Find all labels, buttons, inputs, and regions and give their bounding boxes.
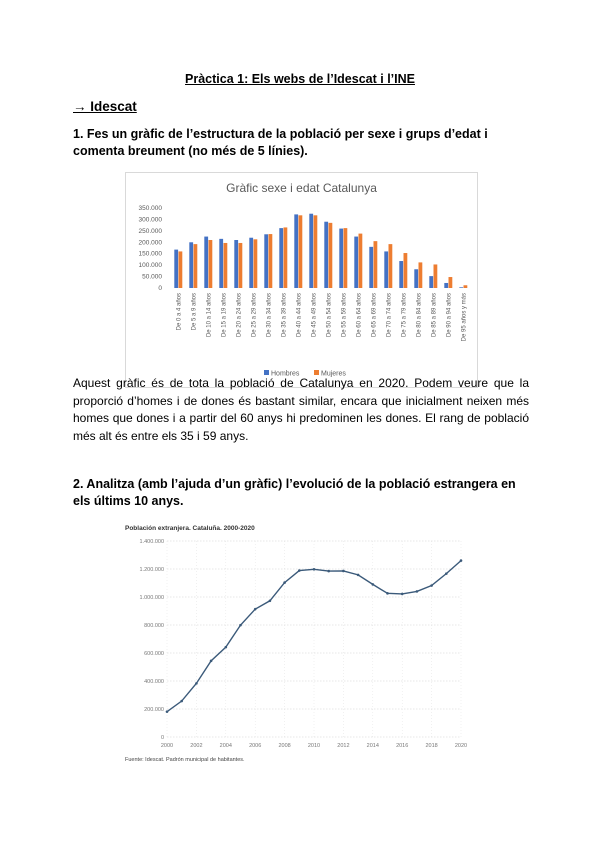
x-tick-label: 2016 <box>396 743 409 749</box>
x-category-label: De 40 a 44 años <box>296 293 303 338</box>
data-point <box>166 710 169 713</box>
bar-mujeres <box>419 262 423 288</box>
foreign-population-line-chart <box>123 521 467 765</box>
bar-hombres <box>324 222 328 288</box>
x-category-label: De 15 a 19 años <box>221 293 228 338</box>
bar-hombres <box>309 214 313 288</box>
data-point <box>401 593 404 596</box>
bar-mujeres <box>344 228 348 288</box>
x-category-label: De 30 a 34 años <box>266 293 273 338</box>
y-tick-label: 250.000 <box>138 227 162 235</box>
x-category-label: De 20 a 24 años <box>236 293 243 338</box>
data-point <box>313 568 316 571</box>
data-point <box>283 581 286 584</box>
y-tick-label: 50.000 <box>142 273 162 281</box>
x-tick-label: 2000 <box>160 743 174 749</box>
x-category-label: De 90 a 94 años <box>446 293 453 338</box>
bar-mujeres <box>464 285 468 288</box>
bar-mujeres <box>194 244 198 288</box>
bar-hombres <box>429 276 433 288</box>
legend-label: Hombres <box>271 370 300 378</box>
x-tick-label: 2012 <box>337 743 350 749</box>
bar-hombres <box>294 214 298 288</box>
data-point <box>210 660 213 663</box>
bar-mujeres <box>359 234 363 288</box>
x-category-label: De 85 a 89 años <box>431 293 438 338</box>
bar-hombres <box>444 283 448 288</box>
x-category-label: De 55 a 59 años <box>341 293 348 338</box>
bar-mujeres <box>314 215 318 288</box>
bar-hombres <box>204 237 208 288</box>
bar-mujeres <box>269 234 273 288</box>
y-tick-label: 800.000 <box>144 623 164 629</box>
x-tick-label: 2002 <box>190 743 203 749</box>
bar-mujeres <box>374 241 378 288</box>
y-tick-label: 400.000 <box>144 679 164 685</box>
y-tick-label: 1.400.000 <box>139 539 164 545</box>
data-point <box>180 700 183 703</box>
bar-hombres <box>339 229 343 288</box>
bar-mujeres <box>329 223 333 288</box>
bar-hombres <box>369 247 373 288</box>
bar-hombres <box>384 251 388 288</box>
x-tick-label: 2006 <box>249 743 262 749</box>
bar-mujeres <box>284 227 288 288</box>
bar-mujeres <box>404 253 408 288</box>
question-1: 1. Fes un gràfic de l’estructura de la població per sexe i grups d’edat i comenta breument (no més de 5 línies). <box>73 127 488 158</box>
x-category-label: De 50 a 54 años <box>326 293 333 338</box>
data-point <box>416 590 419 593</box>
y-tick-label: 600.000 <box>144 651 164 657</box>
x-category-label: De 5 a 9 años <box>191 293 198 331</box>
y-tick-label: 350.000 <box>138 205 162 212</box>
data-point <box>445 572 448 575</box>
age-sex-bar-chart-svg <box>126 173 477 387</box>
chart2-title: Población extranjera. Cataluña. 2000-2020 <box>125 525 255 532</box>
x-category-label: De 10 a 14 años <box>206 293 213 338</box>
page-title: Pràctica 1: Els webs de l’Idescat i l’INE <box>185 72 415 86</box>
data-point <box>254 608 257 611</box>
x-tick-label: 2018 <box>425 743 438 749</box>
y-tick-label: 150.000 <box>138 250 162 258</box>
bar-mujeres <box>179 251 183 288</box>
bar-mujeres <box>254 239 258 288</box>
bar-mujeres <box>239 243 243 288</box>
x-tick-label: 2010 <box>307 743 321 749</box>
data-point <box>460 559 463 562</box>
bar-mujeres <box>299 215 303 288</box>
commentary-paragraph: Aquest gràfic és de tota la població de Catalunya en 2020. Podem veure que la proporció d’homes i de dones és bastant similar, encara que inicialment neixen més homes que dones i a partir del 60 anys hi predominen les dones. El rang de població més alt és entre els 35 i 59 anys. <box>73 376 529 443</box>
bar-mujeres <box>224 243 228 288</box>
x-category-label: De 0 a 4 años <box>176 293 183 331</box>
bar-hombres <box>399 261 403 288</box>
chart2-source: Fuente: Idescat. Padrón municipal de habitantes. <box>125 757 245 763</box>
chart1-title: Gràfic sexe i edat Catalunya <box>226 181 377 195</box>
bar-hombres <box>249 238 253 288</box>
bar-mujeres <box>209 240 213 288</box>
y-tick-label: 1.200.000 <box>139 567 164 573</box>
data-point <box>430 584 433 587</box>
data-point <box>327 570 330 573</box>
x-tick-label: 2004 <box>219 743 232 749</box>
y-tick-label: 200.000 <box>138 239 162 247</box>
y-tick-label: 100.000 <box>138 262 162 270</box>
bar-hombres <box>219 239 223 288</box>
bar-mujeres <box>449 277 453 288</box>
data-point <box>239 624 242 627</box>
x-tick-label: 2014 <box>366 743 379 749</box>
section-heading: → Idescat <box>73 99 137 114</box>
x-category-label: De 65 a 69 años <box>371 293 378 338</box>
bar-mujeres <box>434 264 438 288</box>
data-point <box>269 599 272 602</box>
x-tick-label: 2020 <box>454 743 467 749</box>
bar-hombres <box>174 250 178 288</box>
x-category-label: De 95 años y más <box>461 293 468 342</box>
data-point <box>372 583 375 586</box>
data-point <box>386 592 389 595</box>
y-tick-label: 200.000 <box>144 707 164 713</box>
y-tick-label: 0 <box>158 285 162 292</box>
data-point <box>195 682 198 685</box>
bar-hombres <box>414 269 418 288</box>
y-tick-label: 300.000 <box>138 216 162 224</box>
bar-hombres <box>459 287 463 288</box>
x-category-label: De 70 a 74 años <box>386 293 393 338</box>
bar-hombres <box>279 228 283 288</box>
data-point <box>342 570 345 573</box>
x-category-label: De 45 a 49 años <box>311 293 318 338</box>
bar-hombres <box>354 237 358 288</box>
x-category-label: De 75 a 79 años <box>401 293 408 338</box>
bar-hombres <box>189 242 193 288</box>
y-tick-label: 1.000.000 <box>139 595 164 601</box>
question-2: 2. Analitza (amb l’ajuda d’un gràfic) l’evolució de la població estrangera en els últims 10 anys. <box>73 477 516 508</box>
y-tick-label: 0 <box>160 735 164 741</box>
age-sex-bar-chart <box>125 172 478 388</box>
bar-hombres <box>234 240 238 288</box>
data-point <box>225 646 228 649</box>
data-point <box>357 574 360 577</box>
bar-hombres <box>264 234 268 288</box>
x-category-label: De 35 a 39 años <box>281 293 288 338</box>
x-category-label: De 25 a 29 años <box>251 293 258 338</box>
data-point <box>298 569 301 572</box>
x-category-label: De 60 a 64 años <box>356 293 363 338</box>
legend-label: Mujeres <box>321 370 346 378</box>
foreign-population-line-chart-svg <box>123 521 467 765</box>
x-tick-label: 2008 <box>278 743 291 749</box>
bar-mujeres <box>389 244 393 288</box>
x-category-label: De 80 a 84 años <box>416 293 423 338</box>
